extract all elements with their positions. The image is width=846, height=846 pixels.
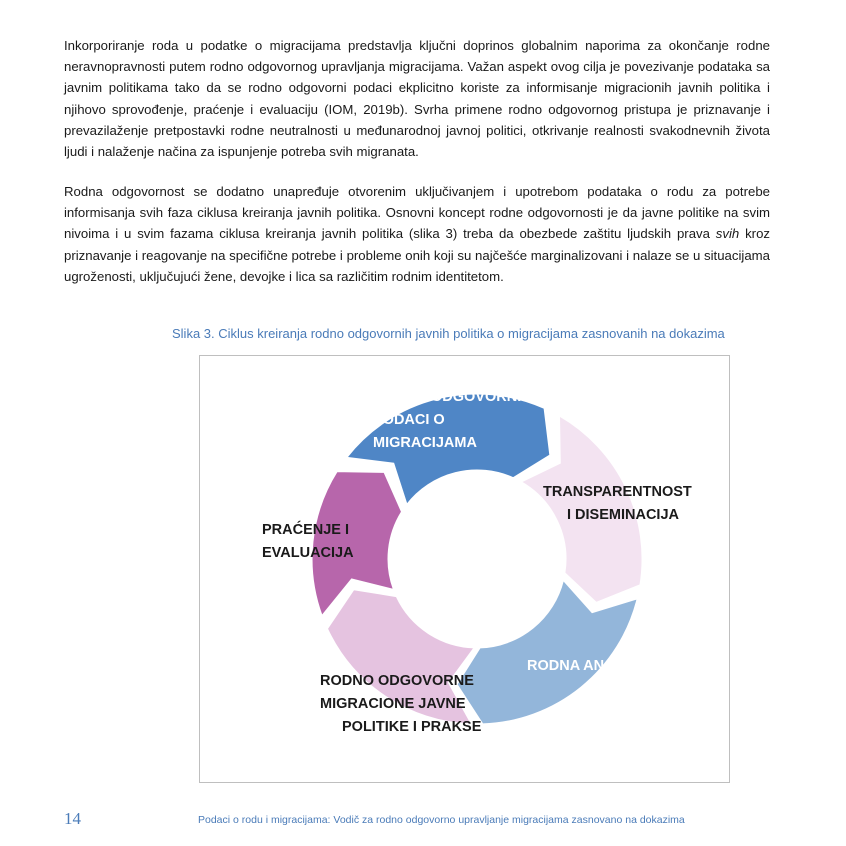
cycle-label-line: PODACI O — [373, 412, 445, 428]
cycle-label-line: EVALUACIJA — [262, 545, 354, 561]
page-number: 14 — [64, 809, 81, 828]
cycle-label-line: RODNO ODGOVORNI — [373, 389, 522, 405]
cycle-label-line: MIGRACIJAMA — [373, 435, 477, 451]
figure-caption: Slika 3. Ciklus kreiranja rodno odgovornih javnih politika o migracijama zasnovanih na dokazima — [172, 326, 725, 341]
intro-paragraph: Inkorporiranje roda u podatke o migracijama predstavlja ključni doprinos globalnim naporima za okončanje rodne neravnopravnosti putem rodno odgovornog upravljanja migracijama. Važan aspekt ovog cilja je povezivanje podataka sa javnim politikama tako da se rodno odgovorni podaci ekplicitno koriste za informisanje migracionih javnih politika i njihovo sprovođenje, praćenje i evaluaciju (IOM, 2019b). Svrha primene rodno odgovornog pristupa je priznavanje i prevazilaženje pretpostavki rodne neutralnosti u međunarodnoj javnoj politici, otkrivanje realnosti svakodnevnih života ljudi i nalaženje načina za ispunjenje potreba svih migranata. — [64, 38, 770, 160]
paragraph-text-start: Rodna odgovornost se dodatno unapređuje otvorenim uključivanjem i upotrebom podataka o rodu za potrebe informisanja svih faza ciklusa kreiranja javnih politika. Osnovni koncept rodne odgovornosti je da javne politike na svim nivoima i u svim fazama ciklusa kreiranja javnih politika (slika 3) treba da obezbede zaštitu ljudskih prava — [64, 184, 770, 242]
footer-title: Podaci o rodu i migracijama: Vodič za rodno odgovorno upravljanje migracijama zasnovano na dokazima — [198, 814, 685, 826]
cycle-label-line: PRAĆENJE I — [262, 522, 350, 538]
cycle-label-line: POLITIKE I PRAKSE — [342, 719, 482, 735]
cycle-label-line: TRANSPARENTNOST — [543, 484, 692, 500]
emphasized-word: svih — [715, 226, 740, 242]
paragraph-text-end: kroz priznavanje i reagovanje na specifične potrebe i probleme onih koji su najčešće marginalizovani i nalaze se u situacijama ugroženosti, uključujući žene, devojke i lica sa različitim rodnim identitetom. — [64, 226, 770, 284]
cycle-segment-analysis — [457, 581, 637, 724]
cycle-label-line: RODNA ANALIZA — [527, 658, 647, 674]
cycle-label-policies — [320, 673, 482, 735]
cycle-label-analysis — [527, 658, 647, 674]
cycle-label-line: RODNO ODGOVORNE — [320, 673, 474, 689]
policy-cycle-figure — [199, 355, 730, 783]
cycle-label-line: I DISEMINACIJA — [567, 507, 679, 523]
policy-cycle-diagram — [200, 356, 729, 782]
gender-responsiveness-paragraph — [64, 181, 770, 287]
cycle-label-line: MIGRACIONE JAVNE — [320, 696, 466, 712]
